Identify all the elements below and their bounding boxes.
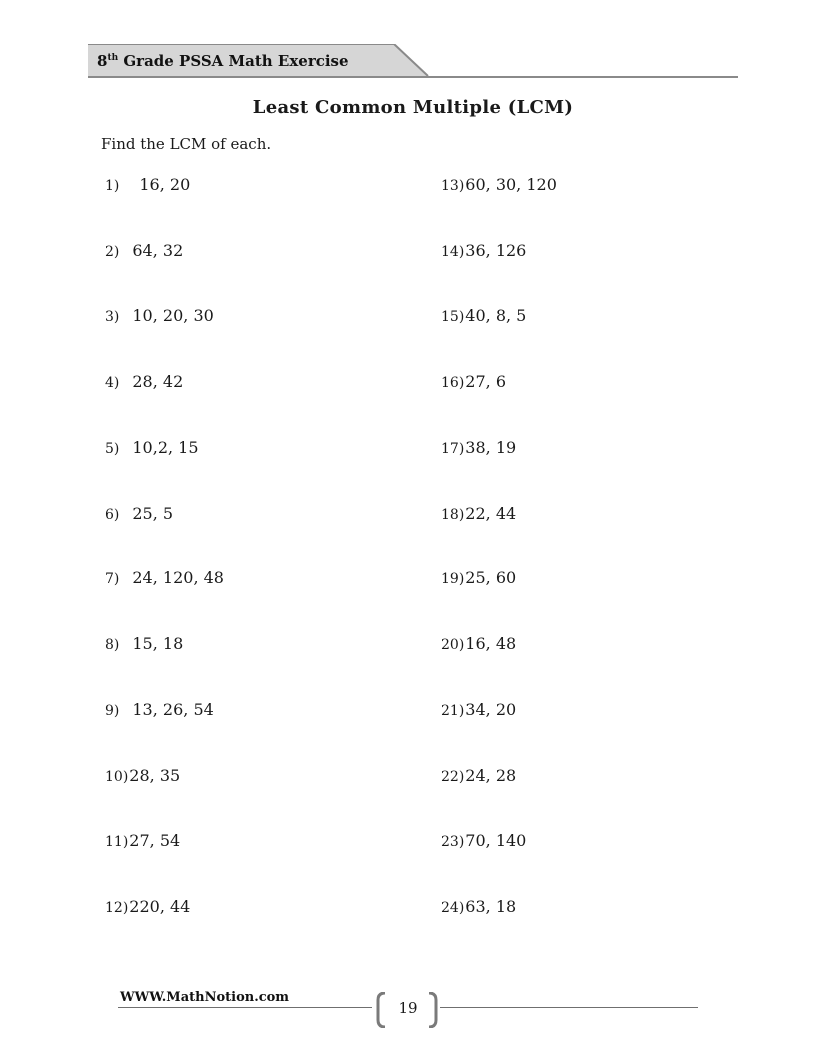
problem-numbers: 40, 8, 5 (465, 306, 527, 325)
footer-rule-left (118, 1007, 372, 1008)
problem-number: 1) (105, 178, 120, 194)
footer-rule-right (440, 1007, 698, 1008)
problem-numbers: 27, 54 (129, 831, 181, 850)
problem-number: 6) (105, 507, 120, 523)
header-grade-suffix: th (107, 53, 119, 63)
problem-numbers: 16, 20 (139, 175, 191, 194)
problem-number: 13) (441, 178, 465, 194)
problem-numbers: 27, 6 (465, 372, 506, 391)
problem-number: 14) (441, 244, 465, 260)
header-title-text: Grade PSSA Math Exercise (118, 52, 349, 70)
problem-number: 3) (105, 309, 120, 325)
left-bracket-icon (374, 992, 388, 1028)
problem-item (441, 372, 506, 391)
problem-number: 4) (105, 375, 120, 391)
problem-numbers: 36, 126 (465, 241, 527, 260)
problem-numbers: 28, 35 (129, 766, 181, 785)
problem-numbers: 38, 19 (465, 438, 517, 457)
footer-website: WWW.MathNotion.com (120, 990, 290, 1005)
problem-item (441, 897, 516, 916)
problem-number: 8) (105, 637, 120, 653)
problem-numbers: 64, 32 (132, 241, 184, 260)
problem-number: 17) (441, 441, 465, 457)
problem-item (105, 175, 190, 194)
problem-numbers: 28, 42 (132, 372, 184, 391)
problem-item (105, 438, 199, 457)
problem-item (441, 438, 516, 457)
problem-item (441, 831, 526, 850)
problem-numbers: 22, 44 (465, 504, 517, 523)
problem-number: 23) (441, 834, 465, 850)
problem-item (105, 766, 180, 785)
problem-item (441, 634, 516, 653)
right-bracket-icon (426, 992, 440, 1028)
problem-item (441, 241, 526, 260)
problem-numbers: 24, 120, 48 (132, 568, 224, 587)
problem-number: 15) (441, 309, 465, 325)
problem-item (441, 766, 516, 785)
problem-item (105, 831, 180, 850)
problem-numbers: 13, 26, 54 (132, 700, 214, 719)
problem-item (105, 306, 214, 325)
problem-number: 16) (441, 375, 465, 391)
header-grade-number: 8 (97, 52, 108, 70)
problem-number: 19) (441, 571, 465, 587)
page-title: Least Common Multiple (LCM) (252, 97, 574, 118)
problem-numbers: 10, 20, 30 (132, 306, 214, 325)
problem-number: 7) (105, 571, 120, 587)
problem-numbers: 25, 60 (465, 568, 517, 587)
problem-number: 21) (441, 703, 465, 719)
problem-number: 24) (441, 900, 465, 916)
problem-number: 18) (441, 507, 465, 523)
problem-item (105, 241, 183, 260)
problem-number: 10) (105, 769, 129, 785)
problem-item (441, 175, 557, 194)
problem-item (105, 504, 173, 523)
problem-item (441, 306, 526, 325)
problem-number: 12) (105, 900, 129, 916)
problem-numbers: 60, 30, 120 (465, 175, 557, 194)
problem-numbers: 25, 5 (132, 504, 174, 523)
problem-item (105, 897, 190, 916)
problem-item (441, 568, 516, 587)
problem-numbers: 24, 28 (465, 766, 517, 785)
problem-item (105, 372, 183, 391)
problem-number: 2) (105, 244, 120, 260)
problem-numbers: 15, 18 (132, 634, 184, 653)
problem-item (441, 504, 516, 523)
problem-number: 22) (441, 769, 465, 785)
problem-numbers: 63, 18 (465, 897, 517, 916)
problem-item (441, 700, 516, 719)
problem-number: 11) (105, 834, 129, 850)
problem-item (105, 700, 214, 719)
problem-number: 20) (441, 637, 465, 653)
problem-item (105, 568, 224, 587)
problem-number: 9) (105, 703, 120, 719)
problem-numbers: 70, 140 (465, 831, 527, 850)
problem-numbers: 220, 44 (129, 897, 191, 916)
problem-numbers: 34, 20 (465, 700, 517, 719)
header-title (97, 52, 349, 70)
instructions: Find the LCM of each. (101, 135, 272, 153)
problem-numbers: 16, 48 (465, 634, 517, 653)
problem-number: 5) (105, 441, 120, 457)
page-number: 19 (398, 999, 418, 1017)
problem-item (105, 634, 183, 653)
problem-numbers: 10,2, 15 (132, 438, 199, 457)
